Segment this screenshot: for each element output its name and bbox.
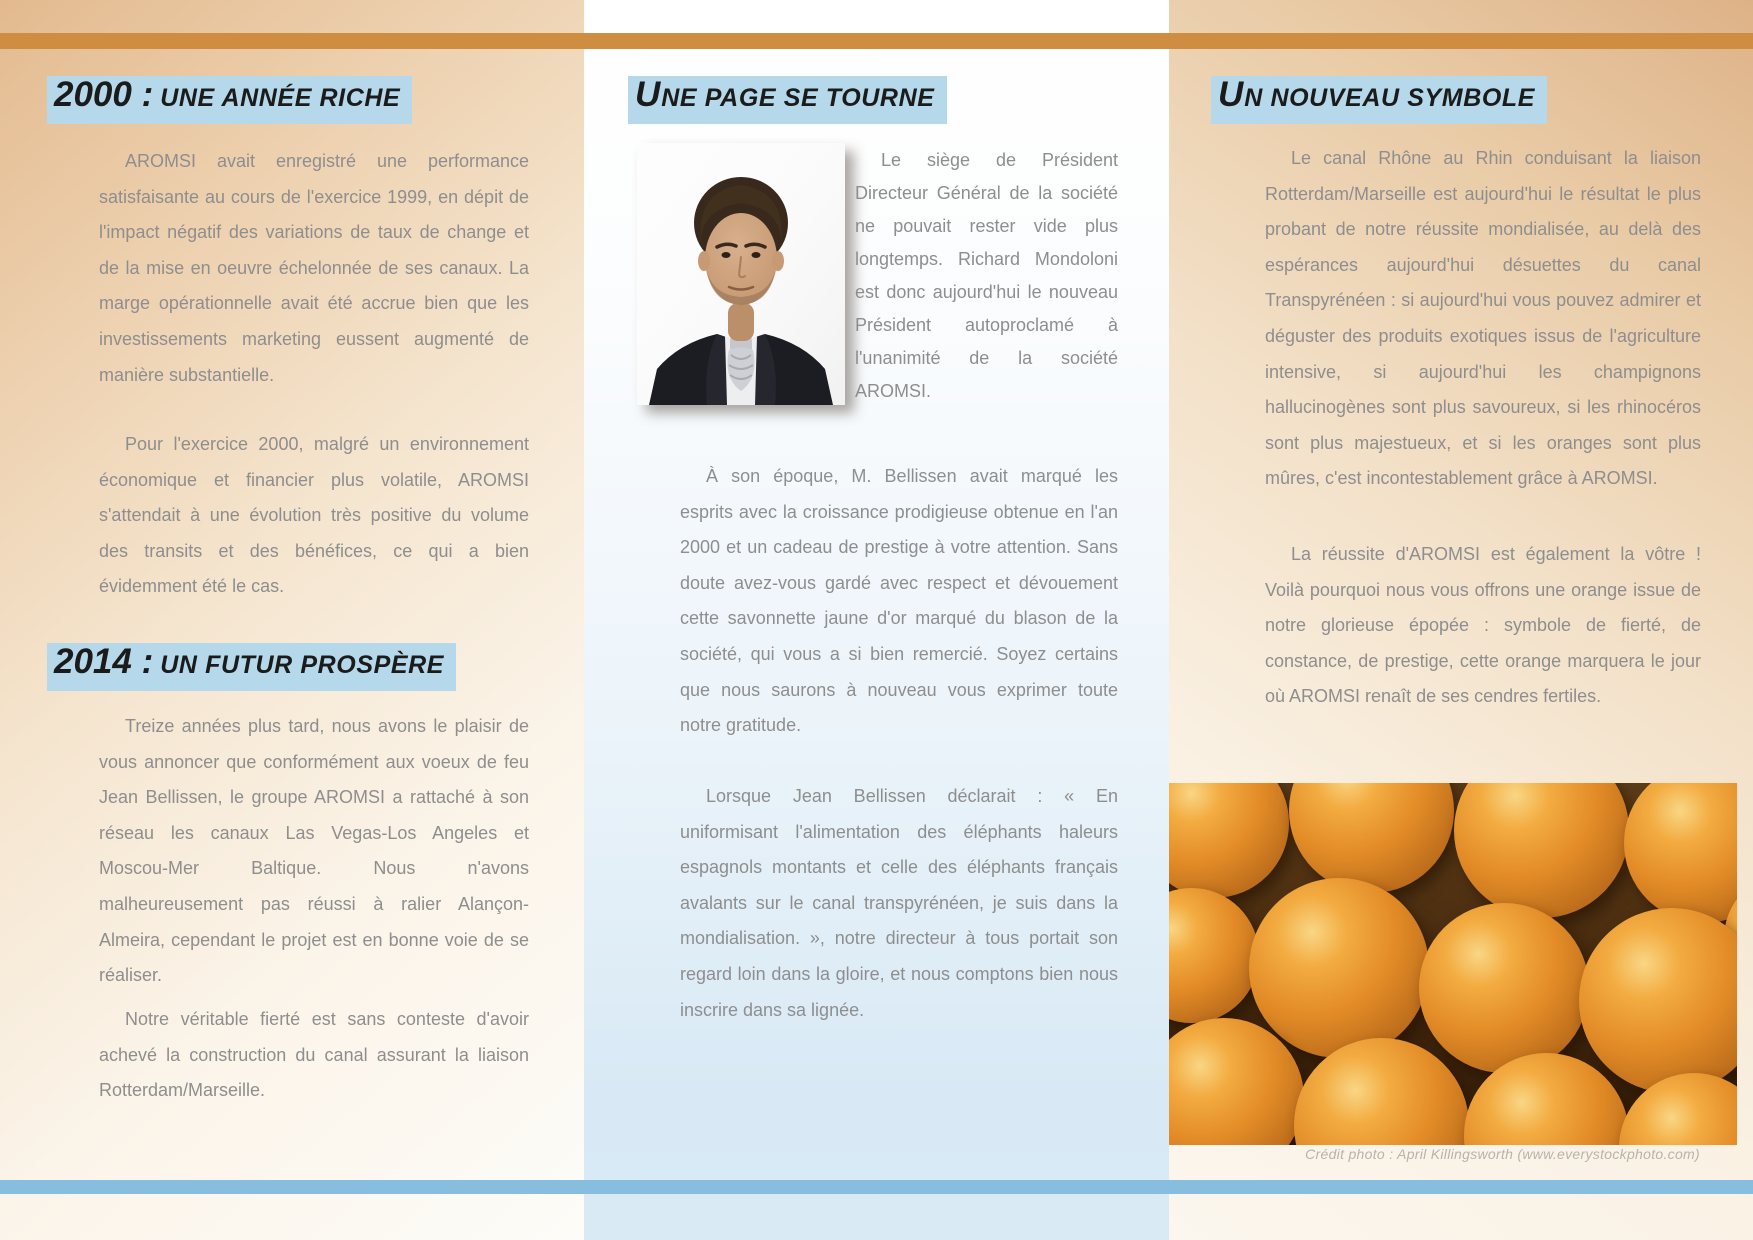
orange-fruit <box>1579 908 1737 1093</box>
heading-text: UNE ANNÉE RICHE <box>160 84 401 112</box>
orange-fruit <box>1169 888 1259 1023</box>
portrait-photo <box>637 143 845 405</box>
heading-text: NE PAGE SE TOURNE <box>661 84 935 112</box>
bottom-blue-bar <box>0 1180 1753 1194</box>
right-paragraph-1: Le canal Rhône au Rhin conduisant la liaison Rotterdam/Marseille est aujourd'hui le résultat le plus probant de notre réussite mondialisée, au delà des espérances aujourd'hui désuettes du canal Transpyrénéen : si aujourd'hui vous pouvez admirer et déguster des produits exotiques issus de l'agriculture intensive, si aujourd'hui les champignons hallucinogènes sont plus savoureux, si les rhinocéros sont plus majestueux, et si les oranges sont plus mûres, c'est incontestablement grâce à AROMSI. <box>1265 148 1701 489</box>
heading-un-nouveau-symbole <box>1211 76 1547 124</box>
orange-fruit <box>1624 783 1737 923</box>
orange-fruit <box>1289 783 1454 893</box>
middle-paragraph-1: Le siège de Président Directeur Général de la société ne pouvait rester vide plus longtemps. Richard Mondoloni est donc aujourd'hui le nouveau Président autoproclamé à l'unanimité de la société AROMSI. <box>855 150 1118 401</box>
middle-paragraph-2: À son époque, M. Bellissen avait marqué les esprits avec la croissance prodigieuse obtenue en l'an 2000 et un cadeau de prestige à votre attention. Sans doute avez-vous gardé avec respect et dévouement cette savonnette jaune d'or marqué du blason de la société, qui vous a si bien remercié. Soyez certains que nous saurons à nouveau vous exprimer toute notre gratitude. <box>680 466 1118 736</box>
heading-initial: U <box>1218 75 1244 114</box>
orange-fruit <box>1419 903 1589 1073</box>
heading-year: 2000 : <box>54 75 154 114</box>
heading-une-page-se-tourne <box>628 76 947 124</box>
heading-2014-un-futur-prospere <box>47 643 456 691</box>
top-orange-bar <box>0 33 1753 49</box>
heading-initial: U <box>635 75 661 114</box>
orange-fruit <box>1249 878 1429 1058</box>
portrait-illustration <box>637 143 845 405</box>
heading-text: UN FUTUR PROSPÈRE <box>160 651 445 679</box>
left-paragraph-2: Pour l'exercice 2000, malgré un environnement économique et financier plus volatile, AROMSI s'attendait à une évolution très positive du volume des transits et des bénéfices, ce qui a bien évidemment été le cas. <box>99 434 529 597</box>
oranges-photo <box>1169 783 1737 1145</box>
left-paragraph-4: Notre véritable fierté est sans conteste d'avoir achevé la construction du canal assurant la liaison Rotterdam/Marseille. <box>99 1009 529 1101</box>
middle-paragraph-3: Lorsque Jean Bellissen déclarait : « En uniformisant l'alimentation des éléphants haleurs espagnols montants et celle des éléphants français avalants sur le canal transpyrénéen, je suis dans la mondialisation. », notre directeur à tous portait son regard loin dans la gloire, et nous comptons bien nous inscrire dans sa lignée. <box>680 786 1118 1020</box>
heading-year: 2014 : <box>54 642 154 681</box>
photo-credit: Crédit photo : April Killingsworth (www.everystockphoto.com) <box>1305 1146 1700 1162</box>
heading-text: N NOUVEAU SYMBOLE <box>1244 84 1536 112</box>
left-paragraph-3: Treize années plus tard, nous avons le plaisir de vous annoncer que conformément aux voeux de feu Jean Bellissen, le groupe AROMSI a rattaché à son réseau les canaux Las Vegas-Los Angeles et Moscou-Mer Baltique. Nous n'avons malheureusement pas réussi à ralier Alançon-Almeira, cependant le projet est en bonne voie de se réaliser. <box>99 716 529 986</box>
left-paragraph-1: AROMSI avait enregistré une performance satisfaisante au cours de l'exercice 1999, en dépit de l'impact négatif des variations de taux de change et de la mise en oeuvre échelonnée de ses canaux. La marge opérationnelle avait été accrue bien que les investissements marketing eussent augmenté de manière substantielle. <box>99 151 529 385</box>
orange-fruit <box>1454 783 1629 918</box>
heading-2000-une-annee-riche <box>47 76 412 124</box>
orange-fruit <box>1169 783 1289 898</box>
right-paragraph-2: La réussite d'AROMSI est également la vôtre ! Voilà pourquoi nous vous offrons une orange issue de notre glorieuse épopée : symbole de fierté, de constance, de prestige, cette orange marquera le jour où AROMSI renaît de ses cendres fertiles. <box>1265 544 1701 707</box>
